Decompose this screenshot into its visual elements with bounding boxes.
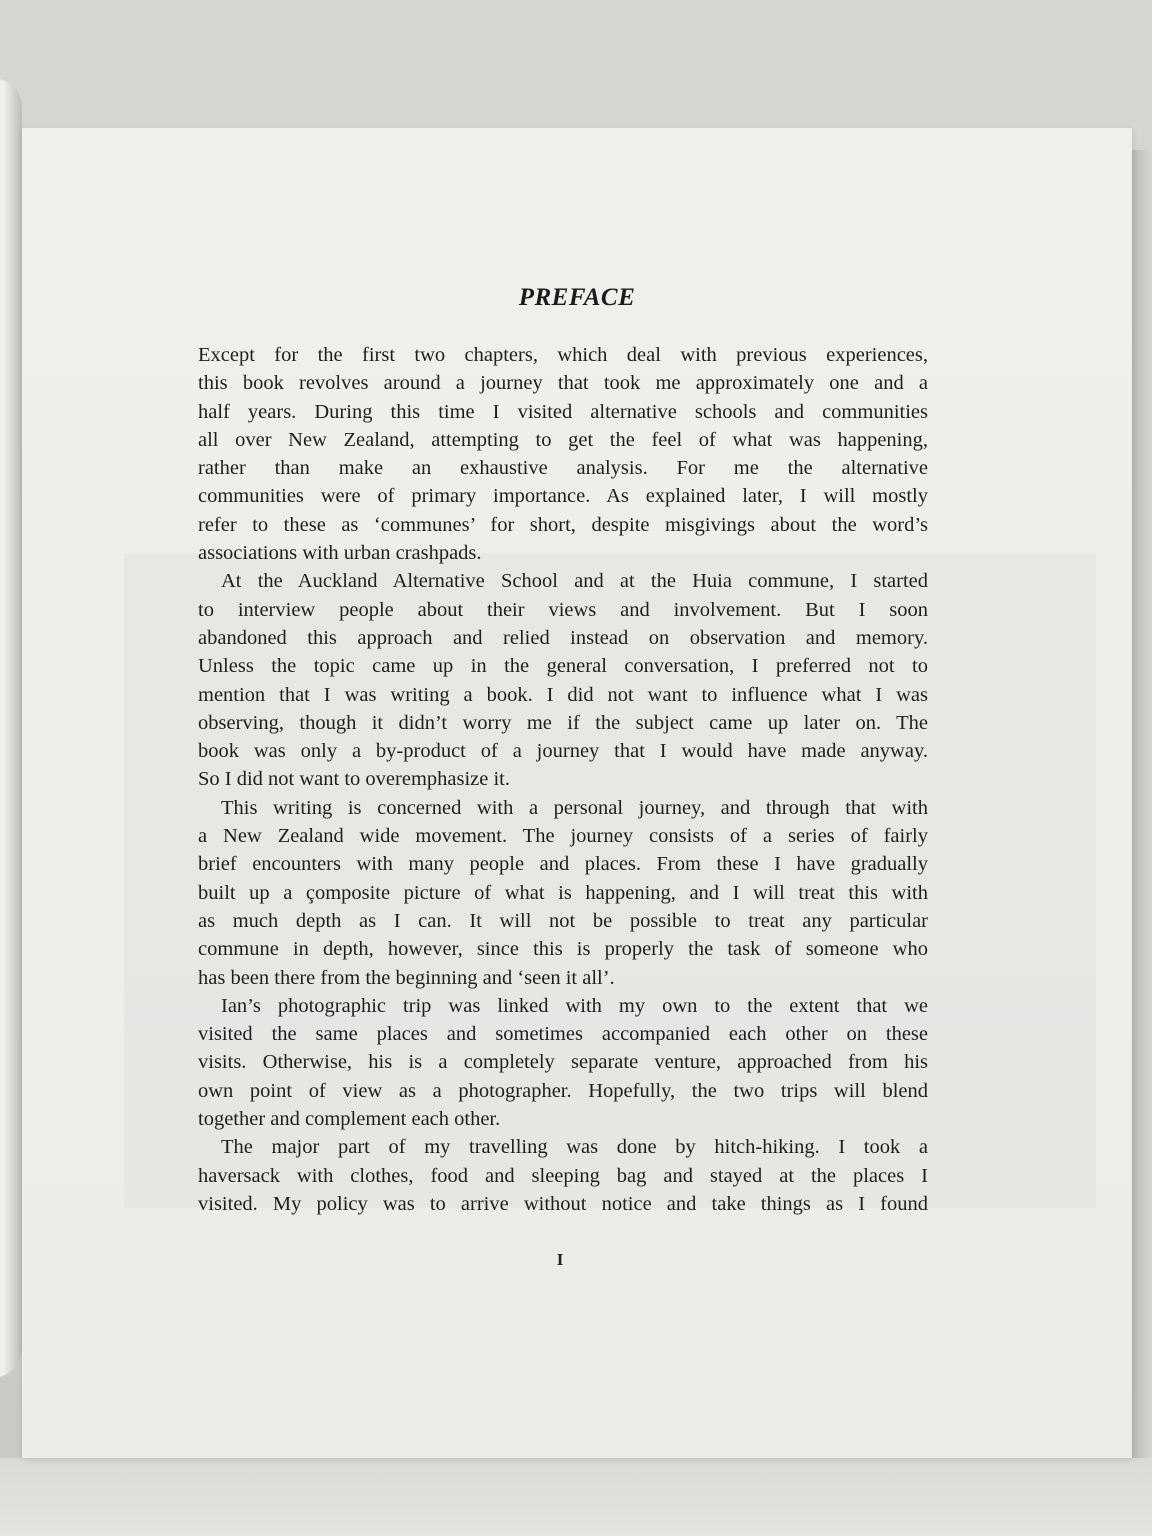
text-line: as much depth as I can. It will not be possible to treat any particular [198,909,928,932]
text-line: to interview people about their views and involvement. But I soon [198,598,928,621]
text-line: has been there from the beginning and ‘seen it all’. [198,966,615,989]
text-line: commune in depth, however, since this is properly the task of someone who [198,938,928,961]
text-line: mention that I was writing a book. I did not want to influence what I was [198,683,928,706]
text-line: visits. Otherwise, his is a completely separate venture, approached from his [198,1051,928,1074]
text-line: Unless the topic came up in the general conversation, I preferred not to [198,655,928,678]
table-surface [0,1458,1152,1536]
text-line: own point of view as a photographer. Hopefully, the two trips will blend [198,1079,928,1102]
text-line: built up a çomposite picture of what is happening, and I will treat this with [198,881,928,904]
page-title: PREFACE [518,284,636,311]
text-line: a New Zealand wide movement. The journey consists of a series of fairly [198,825,928,848]
text-line: refer to these as ‘communes’ for short, despite misgivings about the word’s [198,513,928,536]
page-number: I [556,1250,564,1269]
text-line: visited the same places and sometimes accompanied each other on these [198,1023,928,1046]
text-line: half years. During this time I visited alternative schools and communities [198,400,928,423]
text-line: So I did not want to overemphasize it. [198,768,510,791]
text-line: associations with urban crashpads. [198,542,482,565]
text-line: observing, though it didn’t worry me if the subject came up later on. The [198,711,928,734]
paragraph [198,992,928,1133]
text-line: haversack with clothes, food and sleeping bag and stayed at the places I [198,1164,928,1187]
text-line: together and complement each other. [198,1108,501,1131]
paragraph [198,1133,928,1218]
text-line: brief encounters with many people and places. From these I have gradually [198,853,928,876]
text-line: The major part of my travelling was done by hitch-hiking. I took a [221,1136,928,1159]
text-line: abandoned this approach and relied instead on observation and memory. [198,626,928,649]
text-line: book was only a by-product of a journey that I would have made anyway. [198,740,928,763]
paragraph [198,567,928,793]
text-line: rather than make an exhaustive analysis. For me the alternative [198,457,928,480]
text-line: Ian’s photographic trip was linked with my own to the extent that we [221,994,928,1017]
text-line: communities were of primary importance. As explained later, I will mostly [198,485,928,508]
paragraph [198,794,928,992]
text-line: all over New Zealand, attempting to get the feel of what was happening, [198,428,928,451]
page-stack-edge [1132,150,1152,1460]
text-line: Except for the first two chapters, which deal with previous experiences, [198,344,928,366]
text-line: At the Auckland Alternative School and at the Huia commune, I started [221,570,928,593]
text-line: this book revolves around a journey that took me approximately one and a [198,372,928,395]
facing-page-edge [0,78,22,1378]
paragraph [198,341,928,567]
text-line: This writing is concerned with a personal journey, and through that with [221,796,928,819]
text-line: visited. My policy was to arrive without notice and take things as I found [198,1192,928,1215]
body-text [198,341,928,1218]
